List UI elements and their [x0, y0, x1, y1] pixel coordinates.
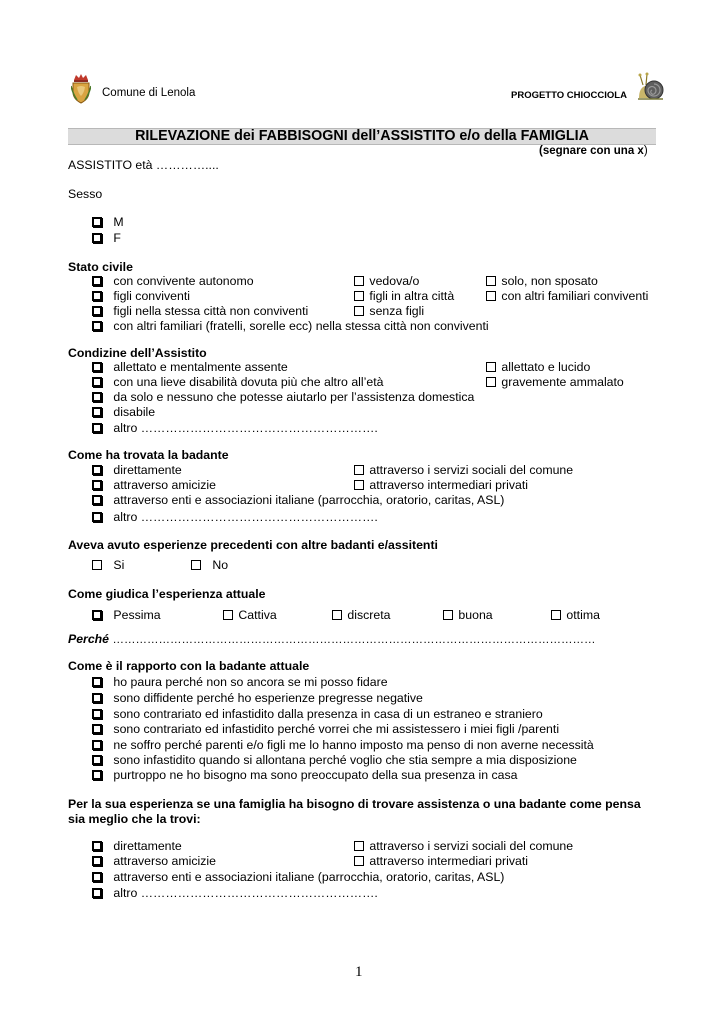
option-label: No — [212, 558, 229, 572]
option-label: attraverso amicizie — [113, 854, 216, 868]
option-stato-civile[interactable] — [354, 289, 454, 304]
option-condizione[interactable] — [92, 390, 474, 405]
checkbox-icon[interactable] — [92, 480, 102, 490]
option-label: altro …………………………………………………. — [113, 421, 378, 435]
option-label: attraverso intermediari privati — [369, 854, 528, 868]
option-label: Pessima — [113, 608, 161, 622]
option-label: con altri familiari conviventi — [501, 289, 649, 303]
option-label: attraverso enti e associazioni italiane (parrocchia, oratorio, caritas, ASL) — [113, 493, 505, 507]
option-label: vedova/o — [369, 274, 420, 288]
option-condizione[interactable] — [92, 405, 155, 420]
option-label: ho paura perché non so ancora se mi posso fidare — [113, 675, 388, 689]
option-stato-civile[interactable] — [92, 304, 308, 319]
option-label: da solo e nessuno che potesse aiutarlo per l’assistenza domestica — [113, 390, 475, 404]
checkbox-icon[interactable] — [191, 560, 201, 570]
option-sesso-m[interactable] — [92, 215, 124, 230]
option-discreta[interactable] — [332, 608, 390, 623]
option-label: direttamente — [113, 839, 182, 853]
option-consiglio[interactable] — [354, 854, 528, 869]
checkbox-icon[interactable] — [486, 377, 496, 387]
badante-trovata-heading: Come ha trovata la badante — [68, 448, 229, 462]
perche-label: Perché — [68, 632, 110, 646]
instruction-note — [539, 144, 648, 159]
checkbox-icon[interactable] — [92, 856, 102, 866]
checkbox-icon[interactable] — [92, 770, 102, 780]
option-label: purtroppo ne ho bisogno ma sono preoccupato della sua presenza in casa — [113, 768, 518, 782]
checkbox-icon[interactable] — [92, 407, 102, 417]
checkbox-icon[interactable] — [92, 709, 102, 719]
option-label: senza figli — [369, 304, 425, 318]
consiglio-heading-line1: Per la sua esperienza se una famiglia ha bisogno di trovare assistenza o una badante come pensa — [68, 797, 641, 811]
option-label: gravemente ammalato — [501, 375, 624, 389]
option-rapporto[interactable] — [92, 768, 517, 783]
checkbox-icon[interactable] — [92, 423, 102, 433]
checkbox-icon[interactable] — [223, 610, 233, 620]
option-label: sono contrariato ed infastidito dalla presenza in casa di un estraneo e straniero — [113, 707, 543, 721]
option-rapporto[interactable] — [92, 738, 594, 753]
page-number: 1 — [355, 964, 363, 980]
checkbox-icon[interactable] — [354, 276, 364, 286]
checkbox-icon[interactable] — [92, 560, 102, 570]
option-label: altro …………………………………………………. — [113, 886, 378, 900]
option-condizione[interactable] — [486, 375, 624, 390]
checkbox-icon[interactable] — [551, 610, 561, 620]
condizione-heading: Condizine dell’Assistito — [68, 346, 207, 360]
option-label: figli nella stessa città non conviventi — [113, 304, 309, 318]
checkbox-icon[interactable] — [92, 610, 102, 620]
checkbox-icon[interactable] — [92, 841, 102, 851]
option-rapporto[interactable] — [92, 675, 388, 690]
option-consiglio[interactable] — [92, 870, 504, 885]
option-label: figli in altra città — [369, 289, 455, 303]
checkbox-icon[interactable] — [92, 291, 102, 301]
option-condizione[interactable] — [92, 421, 378, 436]
assistito-eta-field[interactable]: ASSISTITO età ………….... — [68, 158, 219, 172]
checkbox-icon[interactable] — [92, 495, 102, 505]
option-consiglio[interactable] — [92, 839, 182, 854]
option-badante-trovata[interactable] — [92, 463, 182, 478]
checkbox-icon[interactable] — [92, 677, 102, 687]
option-badante-trovata[interactable] — [354, 463, 573, 478]
checkbox-icon[interactable] — [92, 465, 102, 475]
option-label: con altri familiari (fratelli, sorelle ecc) nella stessa città non conviventi — [113, 319, 489, 333]
option-label: con convivente autonomo — [113, 274, 254, 288]
checkbox-icon[interactable] — [92, 377, 102, 387]
checkbox-icon[interactable] — [354, 856, 364, 866]
option-consiglio[interactable] — [92, 854, 216, 869]
option-label: buona — [458, 608, 493, 622]
option-pessima[interactable] — [92, 608, 161, 623]
checkbox-icon[interactable] — [354, 291, 364, 301]
option-rapporto[interactable] — [92, 691, 423, 706]
option-stato-civile[interactable] — [92, 319, 489, 334]
esperienza-attuale-heading: Come giudica l’esperienza attuale — [68, 587, 266, 601]
checkbox-icon[interactable] — [92, 233, 102, 243]
perche-field[interactable] — [68, 632, 595, 648]
esperienze-precedenti-heading: Aveva avuto esperienze precedenti con altre badanti e/assitenti — [68, 538, 438, 552]
option-condizione[interactable] — [486, 360, 590, 375]
option-label: attraverso enti e associazioni italiane (parrocchia, oratorio, caritas, ASL) — [113, 870, 505, 884]
checkbox-icon[interactable] — [354, 841, 364, 851]
option-stato-civile[interactable] — [354, 274, 419, 289]
option-label: sono infastidito quando si allontana perché voglio che stia sempre a mia disposizione — [113, 753, 577, 767]
option-label: attraverso amicizie — [113, 478, 216, 492]
option-label: con una lieve disabilità dovuta più che altro all’età — [113, 375, 384, 389]
checkbox-icon[interactable] — [354, 306, 364, 316]
option-rapporto[interactable] — [92, 707, 543, 722]
option-label: figli conviventi — [113, 289, 190, 303]
option-label: altro …………………………………………………. — [113, 510, 378, 524]
option-label: attraverso i servizi sociali del comune — [369, 463, 574, 477]
perche-dots: ……………………………………………………………………………………………………………… — [112, 634, 596, 646]
option-stato-civile[interactable] — [92, 289, 190, 304]
checkbox-icon[interactable] — [486, 276, 496, 286]
project-name: PROGETTO CHIOCCIOLA — [511, 90, 627, 101]
checkbox-icon[interactable] — [92, 321, 102, 331]
checkbox-icon[interactable] — [354, 480, 364, 490]
checkbox-icon[interactable] — [92, 306, 102, 316]
option-esperienze-si[interactable] — [92, 558, 124, 573]
checkbox-icon[interactable] — [92, 755, 102, 765]
checkbox-icon[interactable] — [92, 888, 102, 898]
option-label: disabile — [113, 405, 156, 419]
option-buona[interactable] — [443, 608, 493, 623]
option-badante-trovata[interactable] — [92, 493, 504, 508]
option-label: M — [113, 215, 124, 229]
checkbox-icon[interactable] — [92, 276, 102, 286]
option-stato-civile[interactable] — [486, 274, 598, 289]
municipality-name: Comune di Lenola — [102, 87, 196, 99]
option-label: solo, non sposato — [501, 274, 598, 288]
option-label: F — [113, 231, 121, 245]
option-cattiva[interactable] — [223, 608, 277, 623]
option-condizione[interactable] — [92, 360, 288, 375]
option-label: allettato e lucido — [501, 360, 591, 374]
checkbox-icon[interactable] — [92, 724, 102, 734]
option-ottima[interactable] — [551, 608, 600, 623]
checkbox-icon[interactable] — [354, 465, 364, 475]
checkbox-icon[interactable] — [92, 512, 102, 522]
option-label: Cattiva — [238, 608, 277, 622]
option-rapporto[interactable] — [92, 753, 577, 768]
checkbox-icon[interactable] — [486, 362, 496, 372]
option-label: direttamente — [113, 463, 182, 477]
checkbox-icon[interactable] — [92, 392, 102, 402]
option-label: ottima — [566, 608, 600, 622]
coat-of-arms-icon — [71, 74, 91, 104]
option-label: allettato e mentalmente assente — [113, 360, 288, 374]
stato-civile-heading: Stato civile — [68, 260, 133, 274]
option-sesso-f[interactable] — [92, 231, 121, 246]
option-badante-trovata[interactable] — [92, 510, 378, 525]
option-label: discreta — [347, 608, 391, 622]
instruction-note-close: ) — [643, 145, 648, 157]
checkbox-icon[interactable] — [92, 740, 102, 750]
snail-icon — [637, 72, 665, 102]
checkbox-icon[interactable] — [92, 693, 102, 703]
option-stato-civile[interactable] — [486, 289, 648, 304]
rapporto-heading: Come è il rapporto con la badante attuale — [68, 659, 310, 673]
option-label: attraverso i servizi sociali del comune — [369, 839, 574, 853]
consiglio-heading-line2: sia meglio che la trovi: — [68, 812, 201, 826]
option-consiglio[interactable] — [92, 886, 378, 901]
option-label: ne soffro perché parenti e/o figli me lo hanno imposto ma penso di non averne necessità — [113, 738, 594, 752]
checkbox-icon[interactable] — [443, 610, 453, 620]
option-badante-trovata[interactable] — [354, 478, 528, 493]
instruction-note-text: (segnare con una x — [539, 145, 644, 157]
sesso-label: Sesso — [68, 187, 103, 201]
checkbox-icon[interactable] — [92, 217, 102, 227]
checkbox-icon[interactable] — [486, 291, 496, 301]
option-badante-trovata[interactable] — [92, 478, 216, 493]
option-condizione[interactable] — [92, 375, 383, 390]
checkbox-icon[interactable] — [92, 872, 102, 882]
checkbox-icon[interactable] — [92, 362, 102, 372]
page-title: RILEVAZIONE dei FABBISOGNI dell’ASSISTITO e/o della FAMIGLIA — [135, 128, 589, 144]
option-label: attraverso intermediari privati — [369, 478, 528, 492]
option-consiglio[interactable] — [354, 839, 573, 854]
option-esperienze-no[interactable] — [191, 558, 228, 573]
option-stato-civile[interactable] — [354, 304, 424, 319]
option-label: sono contrariato ed infastidito perché vorrei che mi assistessero i miei figli /parenti — [113, 722, 560, 736]
option-label: sono diffidente perché ho esperienze pregresse negative — [113, 691, 423, 705]
title-bar — [68, 128, 656, 145]
option-stato-civile[interactable] — [92, 274, 254, 289]
option-label: Si — [113, 558, 125, 572]
option-rapporto[interactable] — [92, 722, 559, 737]
checkbox-icon[interactable] — [332, 610, 342, 620]
